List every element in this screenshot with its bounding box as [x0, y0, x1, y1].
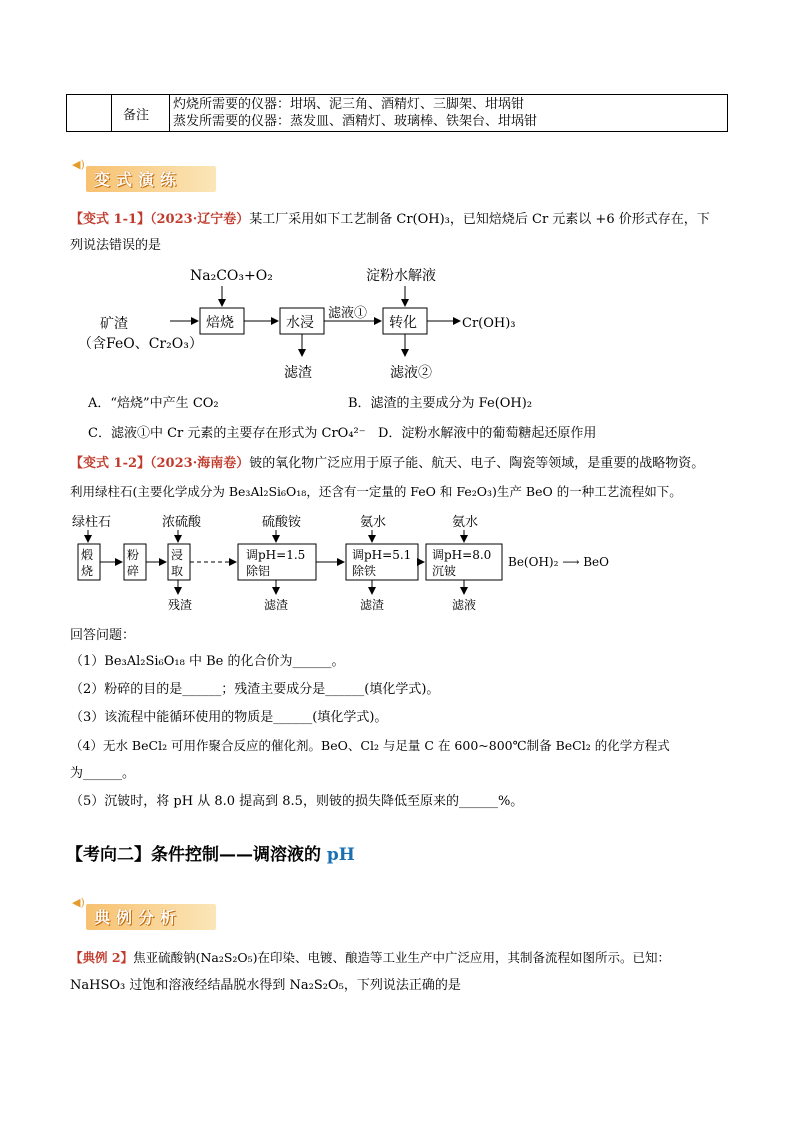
v11-stem-line1: 【变式 1-1】（2023·辽宁卷）某工厂采用如下工艺制备 Cr(OH)₃，已知焙烧后 Cr 元素以 +6 价形式存在，下	[70, 212, 710, 227]
table-cell-label: 备注	[111, 95, 170, 131]
feed-label: 矿渣	[100, 316, 128, 332]
box-calcine-label-2: 烧	[81, 564, 94, 578]
remark-table	[66, 94, 728, 132]
banner-title: 典例分析	[94, 908, 183, 927]
product-beo: Be(OH)₂ ⟶ BeO	[508, 555, 609, 569]
box-crush-label-1: 粉	[127, 548, 140, 562]
box-calcine-label-1: 煅	[81, 548, 94, 562]
question-tag: 【变式 1-2】	[70, 456, 151, 471]
section-banner-example	[70, 894, 220, 936]
table-line-2: 蒸发所需要的仪器：蒸发皿、酒精灯、玻璃棒、铁架台、坩埚钳	[173, 114, 538, 129]
product-croh3: Cr(OH)₃	[462, 316, 516, 331]
box-water-leach-label: 水浸	[286, 315, 314, 331]
top-ammonium-sulfate: 硫酸铵	[262, 515, 302, 530]
out-residue: 滤渣	[284, 365, 312, 381]
top-beryl: 绿柱石	[72, 515, 112, 530]
top-ammonia-1: 氨水	[360, 515, 387, 530]
v12-stem-line1: 【变式 1-2】（2023·海南卷）铍的氧化物广泛应用于原子能、航天、电子、陶瓷等领域，是重要的战略物资。	[70, 456, 705, 471]
out-residue-3: 滤渣	[360, 598, 385, 612]
filtrate-1-label: 滤液①	[328, 306, 368, 321]
top-conc-h2so4: 浓硫酸	[162, 515, 202, 530]
box-ph51-label-b: 除铁	[352, 564, 377, 578]
question-4-line2: 为______。	[70, 766, 136, 781]
section-banner-variant	[70, 156, 220, 198]
question-3: （3）该流程中能循环使用的物质是______(填化学式)。	[70, 710, 388, 725]
box-ph15-label-b: 除铝	[246, 564, 271, 578]
option-a[interactable]: A．“焙烧”中产生 CO₂	[88, 396, 219, 411]
flow-diagram-be	[70, 508, 630, 614]
question-2: （2）粉碎的目的是______；残渣主要成分是______(填化学式)。	[70, 682, 440, 697]
speaker-icon: ◀)	[72, 158, 85, 171]
option-c[interactable]: C．滤液①中 Cr 元素的主要存在形式为 CrO₄²⁻	[88, 426, 366, 441]
out-filtrate: 滤液	[452, 598, 477, 612]
box-convert-label: 转化	[389, 315, 417, 331]
table-line-1: 灼烧所需要的仪器：坩埚、泥三角、酒精灯、三脚架、坩埚钳	[173, 97, 525, 112]
feed-composition: （含FeO、Cr₂O₃）	[78, 336, 203, 352]
v12-stem-line2: 利用绿柱石(主要化学成分为 Be₃Al₂Si₆O₁₈，还含有一定量的 FeO 和 Fe₂O₃)生产 BeO 的一种工艺流程如下。	[70, 484, 682, 499]
question-4-line1: （4）无水 BeCl₂ 可用作聚合反应的催化剂。BeO、Cl₂ 与足量 C 在 600~800℃制备 BeCl₂ 的化学方程式	[70, 738, 670, 753]
box-crush-label-2: 碎	[127, 564, 140, 578]
flow-diagram-cr	[70, 260, 540, 384]
v11-stem-line2: 列说法错误的是	[70, 238, 162, 253]
question-tag: 【典例 2】	[70, 950, 134, 965]
reagent-na2co3: Na₂CO₃+O₂	[190, 268, 273, 284]
reagent-starch: 淀粉水解液	[366, 268, 436, 284]
out-residue-1: 残渣	[168, 598, 193, 612]
question-tag: 【变式 1-1】	[70, 212, 151, 227]
top-ammonia-2: 氨水	[452, 515, 479, 530]
speaker-icon: ◀)	[72, 896, 85, 909]
answer-prompt: 回答问题：	[70, 628, 136, 643]
box-ph80-label-b: 沉铍	[432, 564, 457, 578]
box-leach-label-2: 取	[171, 564, 184, 578]
question-source: （2023·辽宁卷）	[150, 212, 250, 227]
box-leach-label-1: 浸	[171, 548, 184, 562]
question-1: （1）Be₃Al₂Si₆O₁₈ 中 Be 的化合价为______。	[70, 654, 345, 669]
question-source: （2023·海南卷）	[150, 456, 250, 471]
option-b[interactable]: B．滤渣的主要成分为 Fe(OH)₂	[348, 396, 533, 411]
banner-title: 变式演练	[94, 170, 183, 189]
box-ph80-label-a: 调pH=8.0	[432, 548, 492, 562]
option-d[interactable]: D．淀粉水解液中的葡萄糖起还原作用	[378, 426, 597, 441]
table-cell-empty	[67, 95, 112, 131]
out-residue-2: 滤渣	[264, 598, 289, 612]
table-cell-content	[173, 96, 537, 130]
ex2-stem-line1: 【典例 2】焦亚硫酸钠(Na₂S₂O₅)在印染、电镀、酿造等工业生产中广泛应用，其制备流程如图所示。已知：	[70, 950, 671, 965]
section-heading: 【考向二】条件控制——调溶液的 pH	[66, 845, 355, 865]
ex2-stem-line2: NaHSO₃ 过饱和溶液经结晶脱水得到 Na₂S₂O₅，下列说法正确的是	[70, 978, 461, 993]
out-filtrate-2: 滤液②	[390, 365, 432, 381]
box-ph15-label-a: 调pH=1.5	[246, 548, 306, 562]
box-ph51-label-a: 调pH=5.1	[352, 548, 412, 562]
question-5: （5）沉铍时，将 pH 从 8.0 提高到 8.5，则铍的损失降低至原来的______%。	[70, 794, 524, 809]
box-roast-label: 焙烧	[206, 315, 234, 331]
